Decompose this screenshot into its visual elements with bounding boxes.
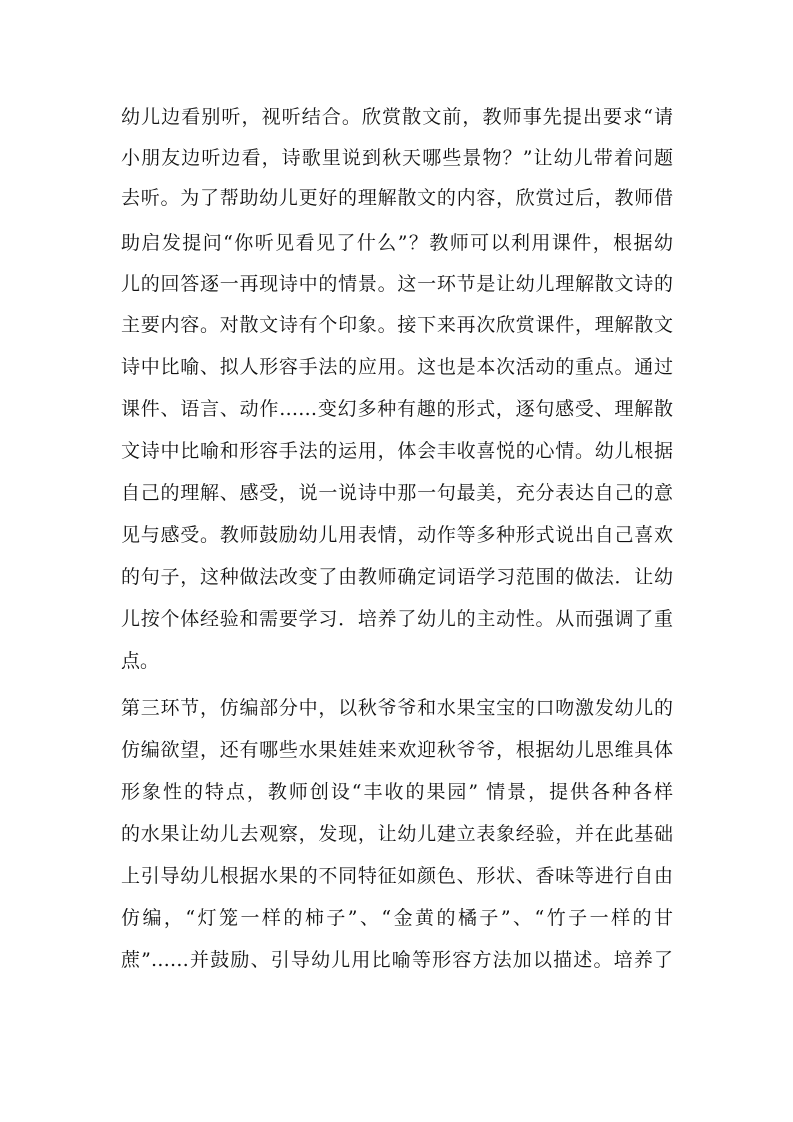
text-line: 见与感受。教师鼓励幼儿用表情，动作等多种形式说出自己喜欢 (121, 524, 673, 546)
text-line: 幼儿边看别听，视听结合。欣赏散文前，教师事先提出要求“请 (121, 106, 673, 128)
text-line: 蔗”……并鼓励、引导幼儿用比喻等形容方法加以描述。培养了 (121, 949, 673, 971)
text-line: 主要内容。对散文诗有个印象。接下来再次欣赏课件，理解散文 (121, 314, 673, 336)
text-line: 的水果让幼儿去观察，发现，让幼儿建立表象经验，并在此基础 (121, 823, 673, 845)
text-line-paragraph-end: 点。 (121, 650, 160, 672)
text-line: 小朋友边听边看，诗歌里说到秋天哪些景物？”让幼儿带着问题 (121, 147, 673, 169)
text-line: 文诗中比喻和形容手法的运用，体会丰收喜悦的心情。幼儿根据 (121, 440, 673, 462)
text-line: 仿编，“灯笼一样的柿子”、“金黄的橘子”、“竹子一样的甘 (121, 907, 673, 929)
text-line: 课件、语言、动作……变幻多种有趣的形式，逐句感受、理解散 (121, 398, 673, 420)
text-line: 形象性的特点，教师创设“丰收的果园” 情景，提供各种各样 (121, 781, 673, 803)
text-line: 去听。为了帮助幼儿更好的理解散文的内容，欣赏过后，教师借 (121, 187, 673, 209)
text-line: 助启发提问“你听见看见了什么”？教师可以利用课件，根据幼 (121, 232, 673, 254)
text-line: 诗中比喻、拟人形容手法的应用。这也是本次活动的重点。通过 (121, 356, 673, 378)
text-line: 仿编欲望，还有哪些水果娃娃来欢迎秋爷爷，根据幼儿思维具体 (121, 739, 673, 761)
text-line: 儿的回答逐一再现诗中的情景。这一环节是让幼儿理解散文诗的 (121, 273, 673, 295)
text-line: 自己的理解、感受，说一说诗中那一句最美，充分表达自己的意 (121, 482, 673, 504)
text-line: 的句子，这种做法改变了由教师确定词语学习范围的做法．让幼 (121, 566, 673, 588)
text-line: 儿按个体经验和需要学习．培养了幼儿的主动性。从而强调了重 (121, 608, 673, 630)
text-line: 第三环节，仿编部分中，以秋爷爷和水果宝宝的口吻激发幼儿的 (121, 697, 673, 719)
text-line: 上引导幼儿根据水果的不同特征如颜色、形状、香味等进行自由 (121, 865, 673, 887)
